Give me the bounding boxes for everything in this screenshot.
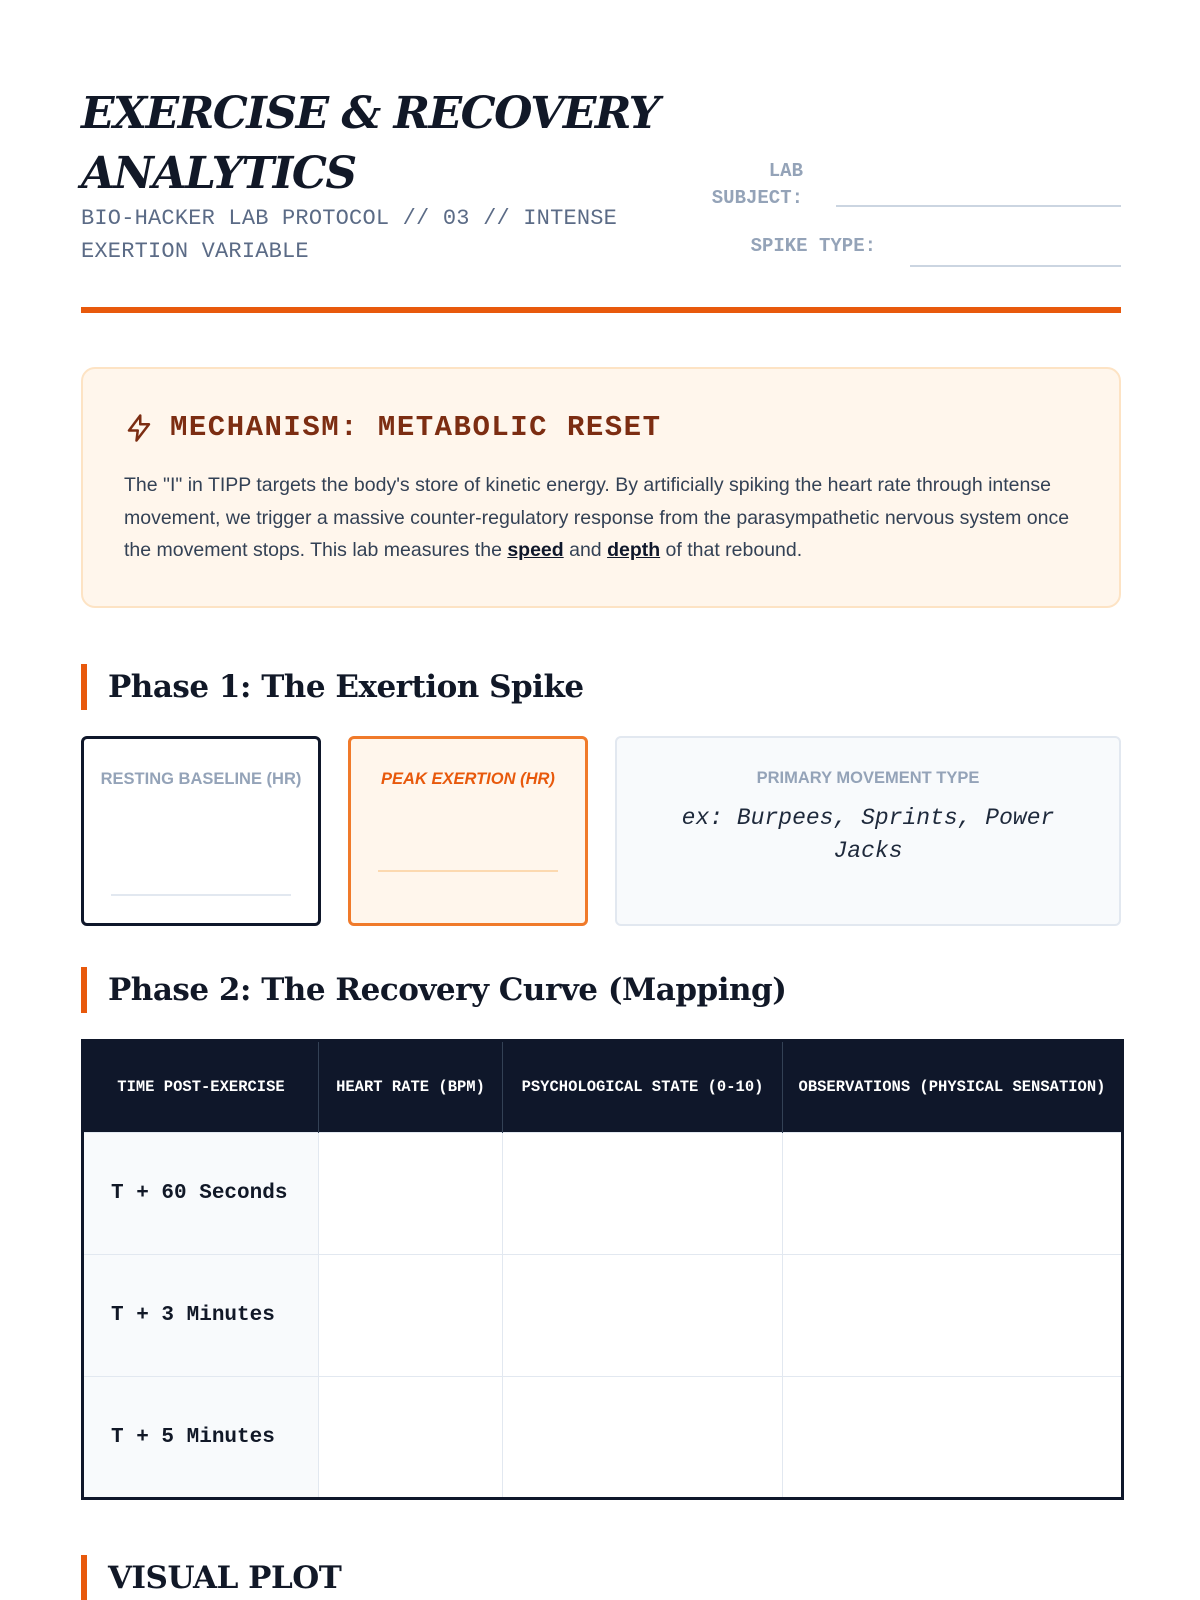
resting-baseline-label: RESTING BASELINE (HR) (100, 770, 302, 788)
page-title: EXERCISE & RECOVERY ANALYTICS (81, 88, 659, 199)
peak-exertion-card[interactable] (348, 736, 588, 926)
observations-cell[interactable] (783, 1133, 1123, 1255)
psych-state-cell[interactable] (503, 1255, 783, 1377)
peak-exertion-label: PEAK EXERTION (HR) (381, 770, 555, 788)
lab-subject-label: LAB SUBJECT: (711, 160, 803, 209)
column-header-time: TIME POST-EXERCISE (83, 1041, 319, 1133)
column-header-observations: OBSERVATIONS (PHYSICAL SENSATION) (783, 1041, 1123, 1133)
psych-state-cell[interactable] (503, 1133, 783, 1255)
mechanism-title: MECHANISM: METABOLIC RESET (170, 411, 662, 444)
heart-rate-cell[interactable] (319, 1133, 503, 1255)
phase1-heading: Phase 1: The Exertion Spike (81, 664, 584, 710)
page-subtitle: BIO-HACKER LAB PROTOCOL // 03 // INTENSE EXERTION VARIABLE (81, 206, 618, 264)
observations-cell[interactable] (783, 1255, 1123, 1377)
mechanism-header (124, 411, 661, 444)
observations-cell[interactable] (783, 1377, 1123, 1499)
resting-baseline-input[interactable] (111, 894, 291, 896)
header (81, 0, 1121, 316)
heart-rate-cell[interactable] (319, 1255, 503, 1377)
lab-subject-field[interactable] (836, 205, 1121, 207)
movement-type-input[interactable]: ex: Burpees, Sprints, Power Jacks (681, 805, 1055, 864)
visual-plot-heading: VISUAL PLOT (81, 1555, 341, 1600)
worksheet-page (81, 0, 1121, 1596)
heart-rate-cell[interactable] (319, 1377, 503, 1499)
time-cell: T + 5 Minutes (83, 1377, 319, 1499)
lightning-bolt-icon (124, 413, 154, 443)
spike-type-label: SPIKE TYPE: (750, 235, 876, 257)
movement-type-card[interactable] (615, 736, 1121, 926)
header-divider (81, 307, 1121, 313)
mechanism-text-and: and (563, 539, 608, 561)
emphasis-speed: speed (507, 539, 564, 561)
table-header-row (83, 1041, 1123, 1133)
movement-type-label: PRIMARY MOVEMENT TYPE (756, 769, 980, 787)
mechanism-text-start: The "I" in TIPP targets the body's store of kinetic energy. By artificially spiking the heart rate through intense movement, we trigger a massive counter-regulatory response from the parasympathetic nervous system once the movement stops. This lab measures the (124, 474, 1070, 561)
peak-exertion-input[interactable] (378, 870, 558, 872)
time-cell: T + 3 Minutes (83, 1255, 319, 1377)
column-header-heart-rate: HEART RATE (BPM) (319, 1041, 503, 1133)
table-row (83, 1133, 1123, 1255)
emphasis-depth: depth (607, 539, 661, 561)
mechanism-callout (81, 367, 1121, 608)
column-header-psych-state: PSYCHOLOGICAL STATE (0-10) (503, 1041, 783, 1133)
spike-type-field[interactable] (910, 265, 1121, 267)
table-row (83, 1377, 1123, 1499)
phase2-heading: Phase 2: The Recovery Curve (Mapping) (81, 967, 786, 1013)
recovery-table (81, 1039, 1124, 1500)
mechanism-text (124, 469, 1084, 567)
resting-baseline-card[interactable] (81, 736, 321, 926)
psych-state-cell[interactable] (503, 1377, 783, 1499)
table-row (83, 1255, 1123, 1377)
mechanism-text-end: of that rebound. (660, 539, 803, 561)
time-cell: T + 60 Seconds (83, 1133, 319, 1255)
